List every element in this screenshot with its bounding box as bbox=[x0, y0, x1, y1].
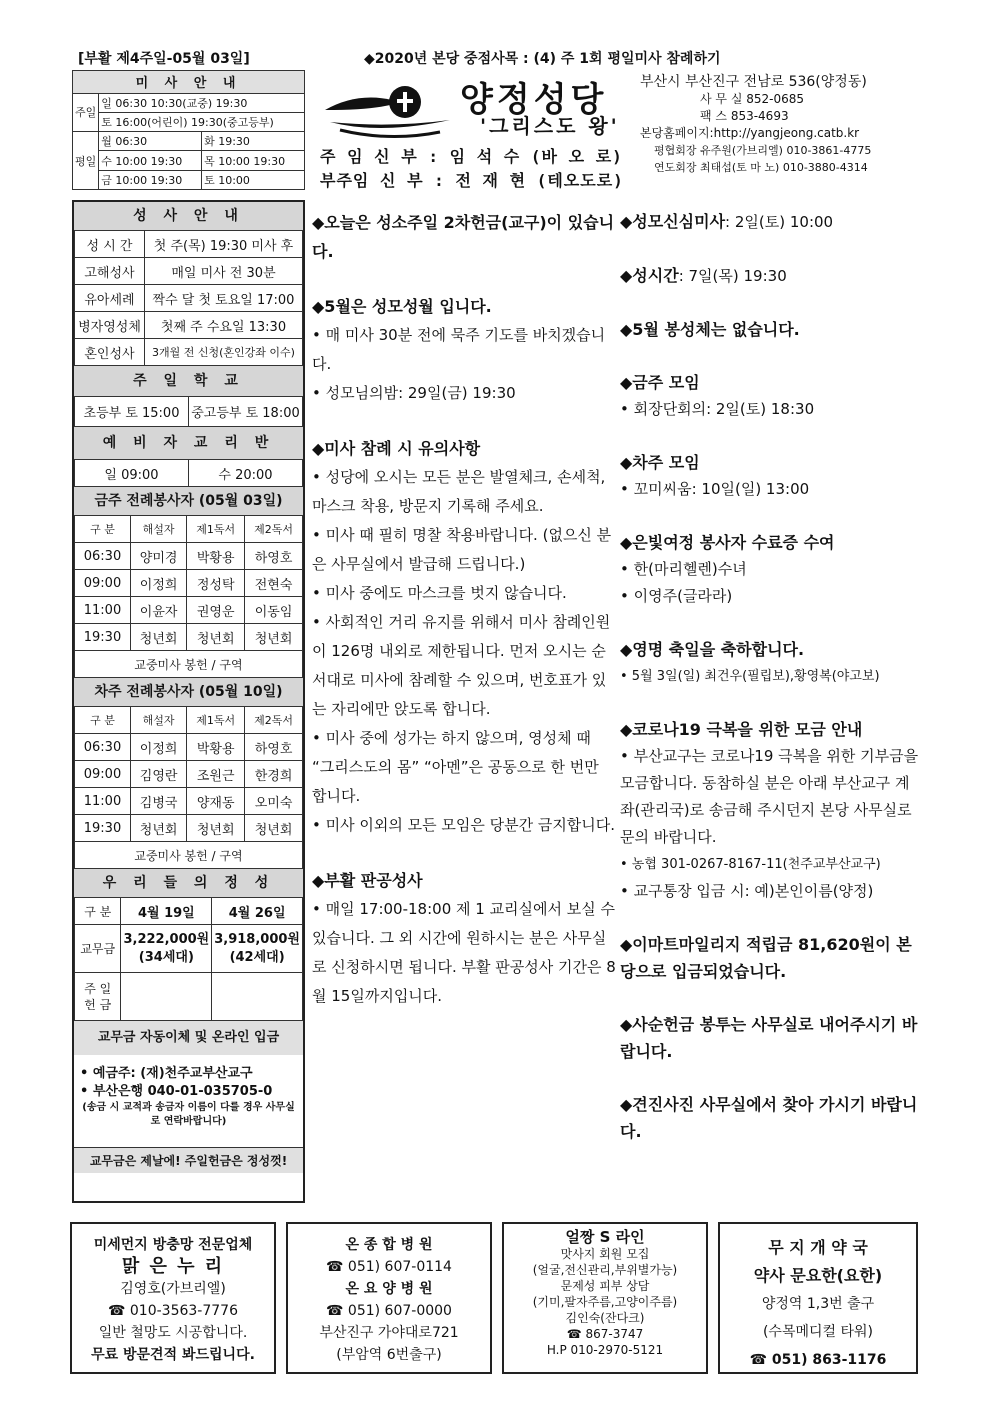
catechumen-wed: 수 20:00 bbox=[189, 460, 303, 487]
church-emblem-icon bbox=[320, 80, 460, 140]
weekday-sat: 토 10:00 bbox=[202, 170, 305, 189]
sunday-school-table bbox=[74, 396, 303, 427]
notice-marian-mass: ◆성모신심미사 bbox=[620, 212, 726, 231]
notice-emart-mileage: ◆이마트마일리지 적립금 81,620원이 본당으로 입금되었습니다. bbox=[620, 935, 912, 981]
guideline-item: • 미사 중에 성가는 하지 않으며, 영성체 때 “그리스도의 몸” “아멘”은 공동으로 한 번만 합니다. bbox=[312, 729, 599, 805]
transfer-note: (송금 시 교적과 송금자 이름이 다를 경우 사무실로 연락바랍니다) bbox=[82, 1102, 295, 1127]
sacraments-table bbox=[74, 230, 303, 366]
col-head: 제1독서 bbox=[187, 707, 245, 734]
col-head: 제1독서 bbox=[187, 516, 245, 543]
weekday-mon: 월 06:30 bbox=[99, 132, 202, 151]
meeting-item: • 회장단회의: 2일(토) 18:30 bbox=[620, 400, 815, 418]
col-head: 제2독서 bbox=[245, 516, 303, 543]
ad-line: ☎ 867-3747 bbox=[566, 1327, 644, 1341]
fundraising-deposit-note: • 교구통장 입금 시: 예)본인이름(양정) bbox=[620, 882, 874, 900]
notice-marian-night: • 성모님의밤: 29일(금) 19:30 bbox=[312, 384, 516, 402]
notice-easter-confession: ◆부활 판공성사 bbox=[312, 871, 423, 890]
sunday-offering-label: 주 일 헌 금 bbox=[75, 973, 121, 1021]
meeting-item: • 꼬미씨움: 10일(일) 13:00 bbox=[620, 480, 810, 498]
sac-value: 첫 주(목) 19:30 미사 후 bbox=[145, 231, 303, 258]
notice-no-communion: ◆5월 봉성체는 없습니다. bbox=[620, 320, 800, 339]
council-president: 평협회장 유주원(가브리엘) 010-3861-4775 bbox=[654, 144, 872, 157]
table-cell: 11:00 bbox=[75, 788, 131, 815]
table-cell: 하영호 bbox=[245, 543, 303, 570]
tithe-amount-1: 3,222,000원 bbox=[123, 931, 210, 947]
notice-lent-envelope: ◆사순헌금 봉투는 사무실로 내어주시기 바랍니다. bbox=[620, 1015, 918, 1061]
sunday-offering-2 bbox=[212, 973, 303, 1021]
notice-rosary: • 매 미사 30분 전에 묵주 기도를 바치겠습니다. bbox=[312, 326, 606, 373]
table-cell: 청년회 bbox=[245, 624, 303, 651]
col-head: 제2독서 bbox=[245, 707, 303, 734]
ad-line: ☎ 051) 607-0000 bbox=[326, 1303, 452, 1319]
table-cell: 청년회 bbox=[130, 815, 186, 842]
col-head: 4월 26일 bbox=[212, 898, 303, 925]
weekday-fri: 금 10:00 19:30 bbox=[99, 170, 202, 189]
sac-label: 혼인성사 bbox=[75, 339, 145, 366]
transfer-title: 교무금 자동이체 및 온라인 입금 bbox=[74, 1021, 303, 1055]
guideline-item: • 미사 때 필히 명찰 착용바랍니다. (없으신 분은 사무실에서 발급해 드립니다.) bbox=[312, 526, 612, 573]
notice-feast-day: ◆영명 축일을 축하합니다. bbox=[620, 640, 805, 659]
col-head: 해설자 bbox=[130, 707, 186, 734]
notice-mass-guidelines: ◆미사 참례 시 유의사항 bbox=[312, 439, 481, 458]
weekday-wed: 수 10:00 19:30 bbox=[99, 151, 202, 170]
ad-line: ☎ 051) 607-0114 bbox=[326, 1259, 452, 1275]
sunday-row-2: 토 16:00(어린이) 19:30(중고등부) bbox=[99, 112, 305, 131]
associate-pastor: 부주임 신 부 : 전 재 현 (테오도로) bbox=[320, 171, 624, 190]
table-cell: 정성탁 bbox=[187, 570, 245, 597]
table-cell: 이동임 bbox=[245, 597, 303, 624]
catechumen-sun: 일 09:00 bbox=[75, 460, 189, 487]
servers-next-week-table bbox=[74, 706, 303, 869]
ad-line: (수목메디컬 타워) bbox=[762, 1324, 874, 1340]
table-cell: 11:00 bbox=[75, 597, 131, 624]
col-head: 구 분 bbox=[75, 707, 131, 734]
table-cell: 06:30 bbox=[75, 543, 131, 570]
table-cell: 19:30 bbox=[75, 624, 131, 651]
table-cell: 한경희 bbox=[245, 761, 303, 788]
table-cell: 청년회 bbox=[245, 815, 303, 842]
mass-title: 미 사 안 내 bbox=[73, 71, 305, 94]
feast-day-names: • 5월 3일(일) 최건우(필립보),황영복(야고보) bbox=[620, 669, 880, 684]
table-cell: 이윤자 bbox=[130, 597, 186, 624]
ad-beauty bbox=[502, 1222, 708, 1374]
col-head: 구 분 bbox=[75, 516, 131, 543]
sac-label: 유아세례 bbox=[75, 285, 145, 312]
ad-line: (부암역 6번출구) bbox=[336, 1347, 442, 1363]
ad-line: 부산진구 가야대로721 bbox=[319, 1325, 459, 1341]
mass-schedule-table bbox=[72, 70, 305, 190]
col-head: 해설자 bbox=[130, 516, 186, 543]
table-cell: 전현숙 bbox=[245, 570, 303, 597]
ad-line: 무료 방문견적 봐드립니다. bbox=[91, 1347, 255, 1363]
notices-middle-column bbox=[312, 208, 617, 1011]
ad-line: (얼굴,전신관리,부위별가능) bbox=[532, 1263, 678, 1277]
ad-line: 약사 문요한(요한) bbox=[753, 1266, 883, 1285]
sunday-school-title: 주 일 학 교 bbox=[74, 366, 303, 396]
office-phone: 사 무 실 852-0685 bbox=[700, 92, 804, 106]
tithe-households-1: (34세대) bbox=[138, 949, 194, 965]
ad-line: 무 지 개 약 국 bbox=[768, 1238, 868, 1257]
table-cell: 양재동 bbox=[187, 788, 245, 815]
weekday-thu: 목 10:00 19:30 bbox=[202, 151, 305, 170]
header-bar bbox=[72, 48, 918, 68]
notice-holy-hour: ◆성시간 bbox=[620, 266, 679, 285]
notice-marian-month: ◆5월은 성모성월 입니다. bbox=[312, 297, 492, 316]
ad-line: 김인숙(잔다크) bbox=[565, 1311, 645, 1325]
sac-label: 고해성사 bbox=[75, 258, 145, 285]
guideline-item: • 사회적인 거리 유지를 위해서 미사 참례인원이 126명 내외로 제한됩니다. 먼저 오시는 순서대로 미사에 참례할 수 있으며, 번호표가 있는 자리에만 앉도록 합니다. bbox=[312, 613, 611, 718]
sac-value: 3개월 전 신청(혼인강좌 이수) bbox=[145, 339, 303, 366]
certificate-recipient: • 이영주(글라라) bbox=[620, 587, 733, 605]
ad-line: 미세먼지 방충망 전문업체 bbox=[93, 1237, 253, 1253]
table-cell: 박황용 bbox=[187, 543, 245, 570]
notice-confirmation-photos: ◆견진사진 사무실에서 찾아 가시기 바랍니다. bbox=[620, 1095, 918, 1141]
youth-time: 중고등부 토 18:00 bbox=[189, 397, 303, 427]
sac-value: 짝수 달 첫 토요일 17:00 bbox=[145, 285, 303, 312]
account-holder: • 예금주: (재)천주교부산교구 bbox=[80, 1066, 253, 1081]
marian-mass-time: : 2일(토) 10:00 bbox=[725, 213, 834, 231]
fundraising-details: • 부산교구는 코로나19 극복을 위한 기부금을 모금합니다. 동참하실 분은 아래 부산교구 계좌(관리국)로 송금해 주시던지 본당 사무실로 문의 바랍니다. bbox=[620, 747, 919, 846]
ad-line: H.P 010-2970-5121 bbox=[546, 1343, 664, 1357]
certificate-recipient: • 한(마리헬렌)수녀 bbox=[620, 560, 747, 578]
weekday-label: 평일 bbox=[73, 132, 99, 190]
sac-label: 병자영성체 bbox=[75, 312, 145, 339]
catechumen-title: 예 비 자 교 리 반 bbox=[74, 427, 303, 459]
priest-info bbox=[320, 145, 624, 193]
guideline-item: • 성당에 오시는 모든 분은 발열체크, 손세척, 마스크 착용, 방문지 기록해 주세요. bbox=[312, 468, 606, 515]
table-cell: 청년회 bbox=[130, 624, 186, 651]
elementary-time: 초등부 토 15:00 bbox=[75, 397, 189, 427]
table-cell: 하영호 bbox=[245, 734, 303, 761]
contact-info bbox=[640, 74, 920, 176]
sunday-label: 주일 bbox=[73, 93, 99, 132]
ad-line: 온 종 합 병 원 bbox=[345, 1237, 433, 1253]
transfer-info bbox=[74, 1055, 303, 1147]
notice-covid-fundraising: ◆코로나19 극복을 위한 모금 안내 bbox=[620, 720, 863, 739]
table-cell: 오미숙 bbox=[245, 788, 303, 815]
table-cell: 양미경 bbox=[130, 543, 186, 570]
fundraising-account: • 농협 301-0267-8167-11(천주교부산교구) bbox=[620, 857, 881, 872]
ad-line: 일반 철망도 시공합니다. bbox=[98, 1325, 248, 1341]
ad-line: 맛사지 회원 모집 bbox=[560, 1247, 650, 1261]
homepage-link[interactable]: 본당홈페이지:http://yangjeong.catb.kr bbox=[640, 126, 860, 140]
tithe-households-2: (42세대) bbox=[229, 949, 285, 965]
sunday-offering-1 bbox=[121, 973, 212, 1021]
left-info-column bbox=[72, 200, 305, 1203]
tithe-slogan: 교무금은 제날에! 주일헌금은 정성껏! bbox=[74, 1147, 303, 1173]
servers-this-week-title: 금주 전례봉사자 (05월 03일) bbox=[74, 487, 303, 515]
sac-value: 첫째 주 수요일 13:30 bbox=[145, 312, 303, 339]
pastor: 주 임 신 부 : 임 석 수 (바 오 로) bbox=[320, 147, 623, 166]
pastoral-focus: ◆2020년 본당 중점사목 : (4) 주 1회 평일미사 참례하기 bbox=[364, 51, 721, 67]
sunday-row-1: 일 06:30 10:30(교중) 19:30 bbox=[99, 93, 305, 112]
table-cell: 09:00 bbox=[75, 570, 131, 597]
table-cell: 청년회 bbox=[187, 624, 245, 651]
notice-vocation-sunday: ◆오늘은 성소주일 2차헌금(교구)이 있습니다. bbox=[312, 213, 615, 261]
col-head: 구 분 bbox=[75, 898, 121, 925]
notice-volunteer-certificate: ◆은빛여정 봉사자 수료증 수여 bbox=[620, 533, 835, 552]
table-cell: 06:30 bbox=[75, 734, 131, 761]
church-subtitle: '그리스도 왕' bbox=[480, 114, 620, 138]
church-name: 양정성당 bbox=[460, 80, 608, 120]
ad-screen-company bbox=[70, 1222, 276, 1374]
memorial-president: 연도회장 최태섭(토 마 노) 010-3880-4314 bbox=[654, 161, 868, 174]
confession-details: • 매일 17:00-18:00 제 1 교리실에서 보실 수 있습니다. 그 외 시간에 원하시는 분은 사무실로 신청하시면 됩니다. 부활 판공성사 기간은 8월 15일까지입니다. bbox=[312, 900, 616, 1005]
servers-next-week-title: 차주 전례봉사자 (05월 10일) bbox=[74, 678, 303, 706]
sacraments-title: 성 사 안 내 bbox=[74, 202, 303, 230]
ad-line: 맑 은 누 리 bbox=[121, 1256, 225, 1277]
guideline-item: • 미사 중에도 마스크를 벗지 않습니다. bbox=[312, 584, 567, 602]
ad-line: (기미,팔자주름,고양이주름) bbox=[532, 1295, 678, 1309]
table-cell: 이정희 bbox=[130, 570, 186, 597]
ad-line: ☎ 051) 863-1176 bbox=[749, 1352, 887, 1368]
notices-right-column bbox=[620, 208, 920, 1145]
bulletin-date: [부활 제4주일-05월 03일] bbox=[78, 51, 250, 67]
ad-line: 양정역 1,3번 출구 bbox=[761, 1296, 875, 1312]
servers-this-week-table bbox=[74, 515, 303, 678]
ad-pharmacy bbox=[718, 1222, 918, 1374]
offering-table bbox=[74, 897, 303, 1021]
offering-district: 교중미사 봉헌 / 구역 bbox=[75, 651, 303, 678]
table-cell: 박황용 bbox=[187, 734, 245, 761]
ad-hospital bbox=[286, 1222, 492, 1374]
table-cell: 김영란 bbox=[130, 761, 186, 788]
table-cell: 09:00 bbox=[75, 761, 131, 788]
ad-line: 얼짱 S 라인 bbox=[565, 1228, 645, 1246]
col-head: 4월 19일 bbox=[121, 898, 212, 925]
ad-line: 온 요 양 병 원 bbox=[345, 1281, 433, 1297]
ad-line: 문제성 피부 상담 bbox=[560, 1279, 650, 1293]
sac-value: 매일 미사 전 30분 bbox=[145, 258, 303, 285]
sac-label: 성 시 간 bbox=[75, 231, 145, 258]
guideline-item: • 미사 이외의 모든 모임은 당분간 금지합니다. bbox=[312, 816, 616, 834]
table-cell: 청년회 bbox=[187, 815, 245, 842]
ad-line: 김영호(가브리엘) bbox=[120, 1281, 226, 1297]
catechumen-table bbox=[74, 459, 303, 487]
offering-district: 교중미사 봉헌 / 구역 bbox=[75, 842, 303, 869]
holy-hour-time: : 7일(목) 19:30 bbox=[678, 267, 787, 285]
fax-number: 팩 스 853-4693 bbox=[700, 109, 789, 123]
table-cell: 김병국 bbox=[130, 788, 186, 815]
table-cell: 19:30 bbox=[75, 815, 131, 842]
notice-next-week-meeting: ◆차주 모임 bbox=[620, 453, 700, 472]
notice-this-week-meeting: ◆금주 모임 bbox=[620, 373, 700, 392]
bank-account: • 부산은행 040-01-035705-0 bbox=[80, 1084, 273, 1099]
tithe-amount-2: 3,918,000원 bbox=[214, 931, 300, 947]
tithe-label: 교무금 bbox=[75, 925, 121, 973]
address: 부산시 부산진구 전남로 536(양정동) bbox=[640, 74, 867, 90]
offering-title: 우 리 들 의 정 성 bbox=[74, 869, 303, 897]
table-cell: 이정희 bbox=[130, 734, 186, 761]
weekday-tue: 화 19:30 bbox=[202, 132, 305, 151]
table-cell: 조원근 bbox=[187, 761, 245, 788]
ad-line: ☎ 010-3563-7776 bbox=[108, 1303, 238, 1319]
table-cell: 권영운 bbox=[187, 597, 245, 624]
